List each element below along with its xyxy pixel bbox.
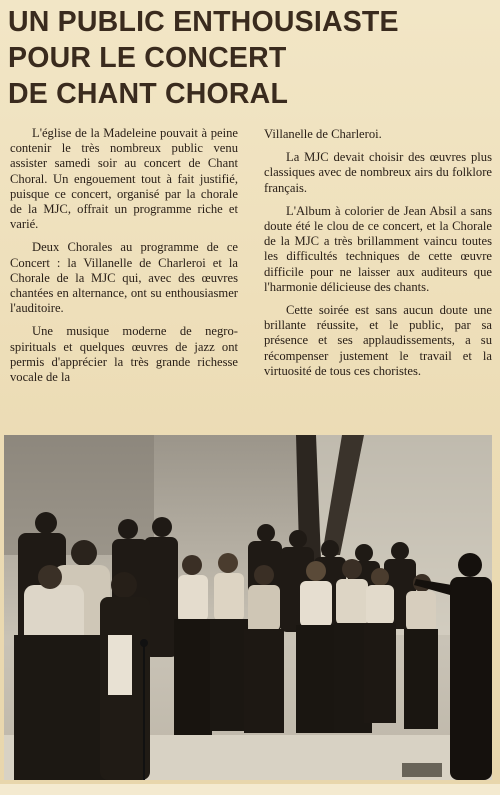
paragraph-4: La MJC devait choisir des œuvres plus classiques avec de nombreux airs du folklore français. [264,150,492,195]
headline-line-1: UN PUBLIC ENTHOUSIASTE [8,6,399,38]
choir-photo-illustration [4,435,492,780]
headline-line-2: POUR LE CONCERT [8,42,287,74]
article-column-right [264,127,492,387]
paragraph-5: L'Album à colorier de Jean Absil a sans doute été le clou de ce concert, et la Chorale de la MJC a très brillamment vaincu toutes les difficultés techniques de cette œuvre difficile pour ne laisser aux auditeurs que l'harmonie délicieuse des chants. [264,203,492,294]
clipping-bottom-edge [0,784,500,795]
paragraph-3: Une musique moderne de negro-spirituals et quelques œuvres de jazz ont permis d'apprécier la très grande richesse vocale de la [10,324,238,385]
headline-line-3: DE CHANT CHORAL [8,78,289,110]
article-column-left [10,126,238,393]
paragraph-1: L'église de la Madeleine pouvait à peine contenir le très nombreux public venu assister samedi soir au concert de Chant Choral. Un engouement tout à fait justifié, puisque ce concert, organisé par la chorale de la MJC, offrait un programme riche et varié. [10,126,238,232]
paragraph-3-continuation: Villanelle de Charleroi. [264,127,382,141]
article-headline [8,4,494,112]
paragraph-6: Cette soirée est sans aucun doute une brillante réussite, et le public, par sa présence et ses applaudissements, a su récompenser justement le travail et la virtuosité de tous ces choristes. [264,303,492,378]
paragraph-2: Deux Chorales au programme de ce Concert : la Villanelle de Charleroi et la Chorale de la MJC qui, avec des œuvres chantées en alternance, ont su enthousiasmer l'auditoire. [10,240,238,316]
choir-photo [4,435,492,780]
